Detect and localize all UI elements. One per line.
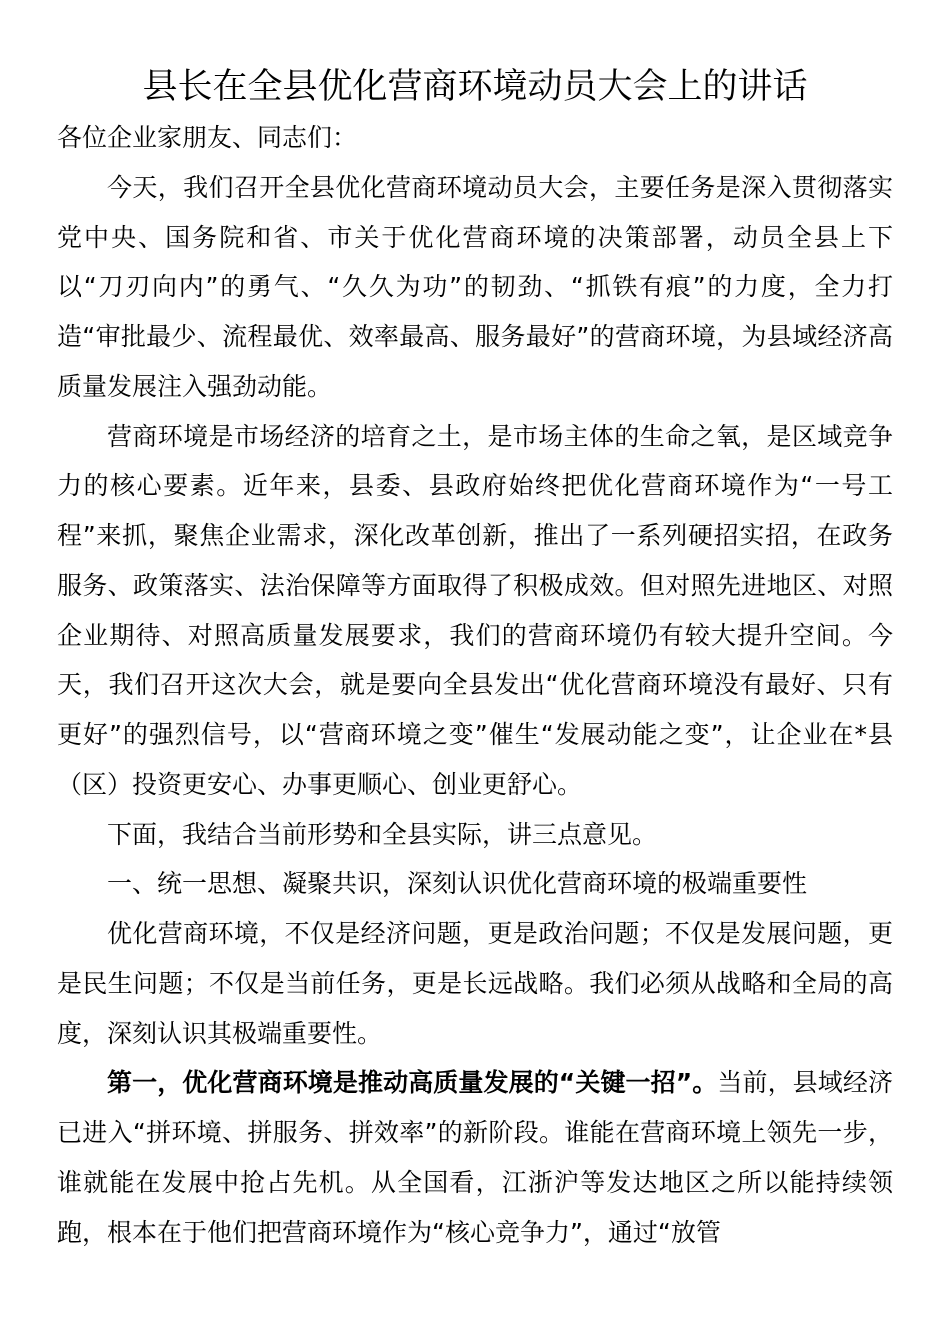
salutation: 各位企业家朋友、同志们： [57,123,358,152]
section-intro: 优化营商环境，不仅是经济问题，更是政治问题；不仅是发展问题，更是民生问题；不仅是当前任务，更是长远战略。我们必须从战略和全局的高度，深刻认识其极端重要性。 [57,919,893,1048]
paragraph-outline: 下面，我结合当前形势和全县实际，讲三点意见。 [107,819,658,849]
point-one [57,1058,893,1257]
document-body [57,113,893,1257]
section-heading: 一、统一思想、凝聚共识，深刻认识优化营商环境的极端重要性 [107,869,808,899]
paragraph-environment: 营商环境是市场经济的培育之土，是市场主体的生命之氧，是区域竞争力的核心要素。近年来，县委、县政府始终把优化营商环境作为“一号工程”来抓，聚焦企业需求，深化改革创新，推出了一系列硬招实招，在政务服务、政策落实、法治保障等方面取得了积极成效。但对照先进地区、对照企业期待、对照高质量发展要求，我们的营商环境仍有较大提升空间。今天，我们召开这次大会，就是要向全县发出“优化营商环境没有最好、只有更好”的强烈信号，以“营商环境之变”催生“发展动能之变”，让企业在*县（区）投资更安心、办事更顺心、创业更舒心。 [57,421,893,799]
point-one-lead: 第一，优化营商环境是推动高质量发展的“关键一招”。 [107,1068,718,1098]
document-title: 县长在全县优化营商环境动员大会上的讲话 [142,67,808,107]
paragraph-opening: 今天，我们召开全县优化营商环境动员大会，主要任务是深入贯彻落实党中央、国务院和省、市关于优化营商环境的决策部署，动员全县上下以“刀刃向内”的勇气、“久久为功”的韧劲、“抓铁有痕”的力度，全力打造“审批最少、流程最优、效率最高、服务最好”的营商环境，为县域经济高质量发展注入强劲动能。 [57,172,893,401]
point-one-body: 当前，县域经济已进入“拼环境、拼服务、拼效率”的新阶段。谁能在营商环境上领先一步，谁就能在发展中抢占先机。从全国看，江浙沪等发达地区之所以能持续领跑，根本在于他们把营商环境作为“核心竞争力”，通过“放管 [57,1068,893,1247]
